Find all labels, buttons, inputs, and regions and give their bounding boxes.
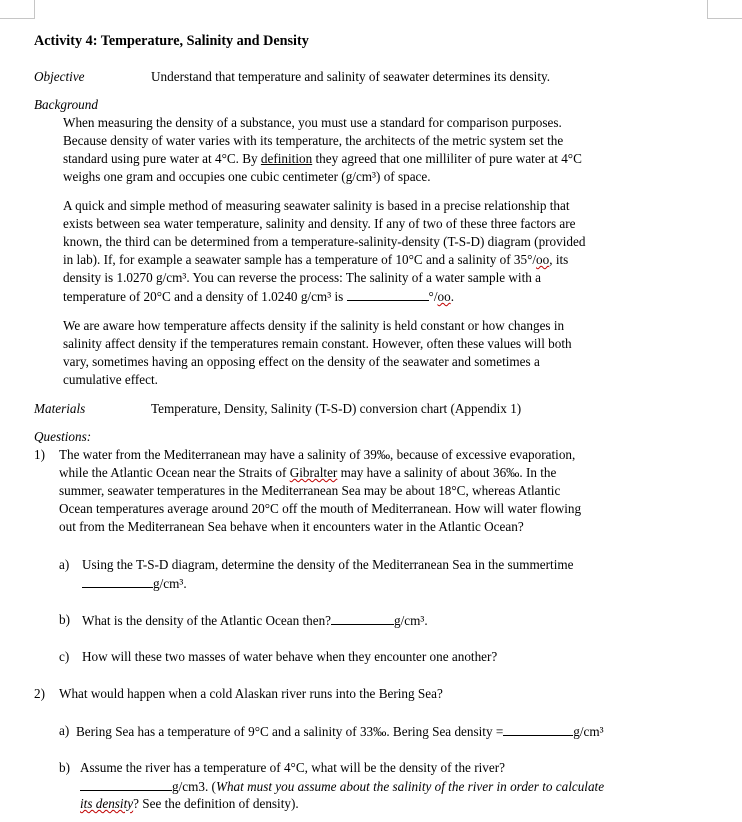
bering-density-blank[interactable] bbox=[503, 722, 573, 736]
text-line: summer, seawater temperatures in the Mediterranean Sea may be about 18°C, whereas Atlantic bbox=[59, 483, 561, 498]
question-2-text: What would happen when a cold Alaskan river runs into the Bering Sea? bbox=[59, 686, 443, 701]
question-1b-text: What is the density of the Atlantic Ocean then? g/cm³. bbox=[82, 613, 428, 628]
text-line: standard using pure water at 4°C. By definition they agreed that one milliliter of pure water at 4°C bbox=[63, 151, 582, 166]
activity-title: Activity 4: Temperature, Salinity and Density bbox=[34, 33, 309, 49]
question-2-number: 2) bbox=[34, 686, 45, 701]
question-1b-label: b) bbox=[59, 612, 70, 627]
atlantic-density-blank[interactable] bbox=[331, 611, 394, 625]
text-line: The water from the Mediterranean may have a salinity of 39‰, because of excessive evaporation, bbox=[59, 447, 576, 462]
question-1-text bbox=[59, 446, 699, 536]
background-paragraph-2 bbox=[63, 197, 703, 306]
question-2a-text: Bering Sea has a temperature of 9°C and a salinity of 33‰. Bering Sea density = g/cm³ bbox=[76, 724, 604, 739]
text-line: Because density of water varies with its temperature, the architects of the metric system set the bbox=[63, 133, 564, 148]
question-2a-label: a) bbox=[59, 723, 70, 738]
question-1a-text: Using the T-S-D diagram, determine the density of the Mediterranean Sea in the summertime bbox=[82, 557, 574, 572]
question-1c-text: How will these two masses of water behave when they encounter one another? bbox=[82, 649, 498, 664]
objective-text: Understand that temperature and salinity of seawater determines its density. bbox=[151, 69, 551, 84]
text-line: exists between sea water temperature, salinity and density. If any of two of these three factors are bbox=[63, 216, 576, 231]
question-1-number: 1) bbox=[34, 447, 45, 462]
background-label: Background bbox=[34, 97, 98, 112]
materials-label: Materials bbox=[34, 401, 86, 416]
question-2b-text: Assume the river has a temperature of 4°C, what will be the density of the river? bbox=[80, 760, 505, 775]
river-density-blank[interactable] bbox=[80, 777, 172, 791]
question-2b-label: b) bbox=[59, 760, 70, 775]
question-2b-answer: g/cm3. (What must you assume about the salinity of the river in order to calculate bbox=[80, 777, 604, 796]
questions-label: Questions: bbox=[34, 429, 92, 444]
text-line: while the Atlantic Ocean near the Straits of Gibralter may have a salinity of about 36‰. In the bbox=[59, 465, 557, 480]
mediterranean-density-blank[interactable] bbox=[82, 574, 153, 588]
objective-label: Objective bbox=[34, 69, 85, 84]
materials-text: Temperature, Density, Salinity (T-S-D) conversion chart (Appendix 1) bbox=[151, 401, 522, 416]
text-line: salinity affect density if the temperatures remain constant. However, often these values will both bbox=[63, 336, 572, 351]
text-line: temperature of 20°C and a density of 1.0240 g/cm³ is °/oo. bbox=[63, 289, 454, 304]
text-line: cumulative effect. bbox=[63, 372, 158, 387]
question-1a-label: a) bbox=[59, 557, 70, 572]
page-corner-top-left bbox=[0, 0, 35, 19]
text-line: weighs one gram and occupies one cubic centimeter (g/cm³) of space. bbox=[63, 169, 431, 184]
text-line: We are aware how temperature affects density if the salinity is held constant or how changes in bbox=[63, 318, 565, 333]
text-line: density is 1.0270 g/cm³. You can reverse the process: The salinity of a water sample with a bbox=[63, 270, 541, 285]
background-paragraph-3 bbox=[63, 317, 703, 389]
text-line: When measuring the density of a substance, you must use a standard for comparison purposes. bbox=[63, 115, 562, 130]
question-1c-label: c) bbox=[59, 649, 70, 664]
text-line: Ocean temperatures average around 20°C off the mouth of Mediterranean. How will water flowing bbox=[59, 501, 582, 516]
definition-link-text: definition bbox=[260, 151, 313, 166]
text-line: A quick and simple method of measuring seawater salinity is based in a precise relationship that bbox=[63, 198, 570, 213]
question-1a-answer: g/cm³. bbox=[82, 574, 187, 593]
background-paragraph-1 bbox=[63, 114, 703, 186]
text-line: in lab). If, for example a seawater sample has a temperature of 10°C and a salinity of 35°/oo, its bbox=[63, 252, 569, 267]
text-line: vary, sometimes having an opposing effect on the density of the seawater and sometimes a bbox=[63, 354, 540, 369]
page-corner-top-right bbox=[707, 0, 742, 19]
question-2b-continued: its density? See the definition of density). bbox=[80, 796, 299, 811]
salinity-answer-blank[interactable] bbox=[347, 287, 429, 301]
text-line: out from the Mediterranean Sea behave when it encounters water in the Atlantic Ocean? bbox=[59, 519, 524, 534]
text-line: known, the third can be determined from a temperature-salinity-density (T-S-D) diagram (provided bbox=[63, 234, 586, 249]
